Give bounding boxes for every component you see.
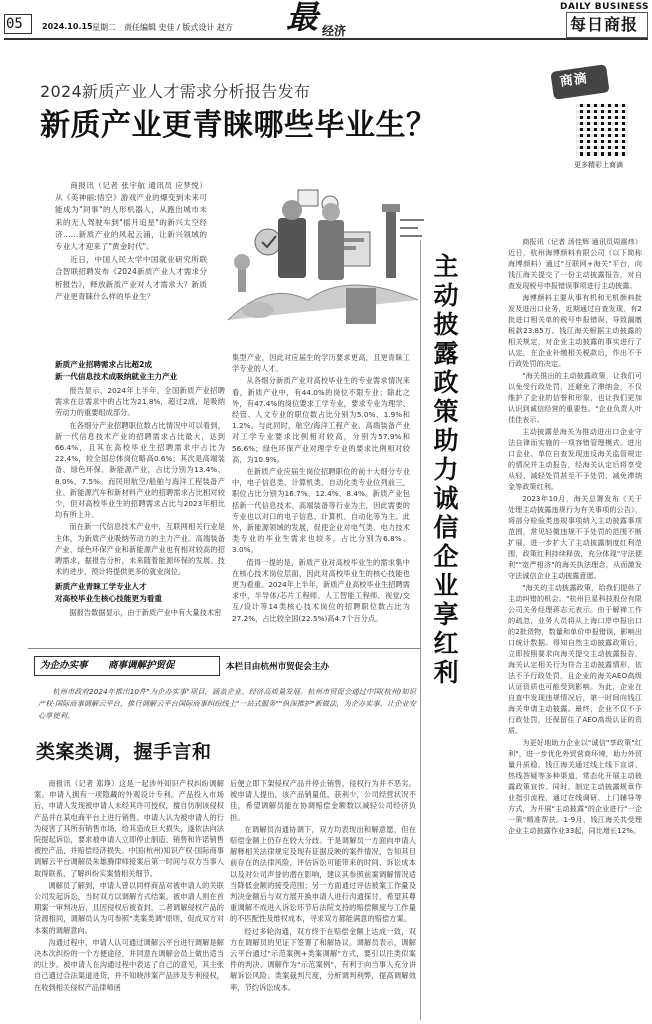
article1-left-p2: 在各细分产业招聘职位数占比情况中可以看到，新一代信息技术产业的招聘需求占比最大，达到66.4%，且其在高校毕业生招聘需求中占比为22.4%，较全国总体岗位略高0.6%；其次是高端装备、绿色环保、新能源产业，占比分别为13.4%、8.0%、7.5%。而民用航空/船舶与海洋工程装备产业、新能源汽车和新材料产业的招聘需求占比相对较少，但对高校毕业生的招聘需求占比与2023年相比均有所上升。: [55, 420, 225, 520]
qr-code-overlay: [576, 104, 628, 156]
column-banner-rule: [28, 648, 420, 649]
article1-left-tail: 据报告数据显示，由于新质产业中有大量技术密: [69, 608, 222, 618]
issue-weekday: 星期二: [92, 23, 116, 32]
article3-p3: "海关推出的主动披露政策，让我们可以免受行政处罚，还避免了滞纳金，不仅维护了企业的信誉和形象，也让我们更加认识到诚信经营的重要性。"企业负责人叶佳佳表示。: [508, 371, 642, 424]
page-number-text: 05: [6, 16, 23, 32]
article1-right-p4: 值得一提的是，新质产业对高校毕业生的需求集中在核心技术岗位层面，因此对高校毕业生的核心技能也更为看重。2024年上半年，新质产业高校毕业生招聘需求中，半导体/芯片工程师、人工智能工程师、视觉/交互/设计等14类核心技术岗位的招聘职位数占比为27.2%，占比较全国(22.5%)高4.7个百分点。: [232, 557, 410, 623]
article2-left-p2: 调解员了解到，申请人曾以同样商品对被申请人的关联公司发起诉讼，当时双方以调解方式结案。被申请人则在首期案一审判决后，且因侵权后被查封。二者调解侵权产品的货源相同，调解员认为可参照"类案类调"原则，促成双方对本案的调解意向。: [34, 880, 224, 935]
masthead-rule: [4, 38, 648, 40]
column-divider-right: [420, 240, 421, 1020]
column-tag: 为企办实事: [40, 660, 88, 671]
section-name: 经济: [322, 24, 347, 38]
shangdi-badge-text: 商滴: [559, 71, 589, 90]
article2-title: 类案类调，握手言和: [36, 741, 212, 763]
article3-vertical-title: 主动披露政策助力诚信企业享红利: [433, 252, 459, 687]
article2-left-p3: 沟通过程中，申请人认可通过调解云平台进行调解是解决本次纠纷的一个方便途径，并同意在调解会员上做出适当的让步。被申请人在沟通过程中表达了自己的意见，其主张自己通过合法渠道进货，并不知晓涉案产品涉及专利侵权，在收到相关侵权产品律师函: [34, 937, 224, 992]
masthead: [0, 0, 652, 40]
article1-left-column: [55, 355, 225, 620]
column-org: 本栏目由杭州市贸促会主办: [226, 662, 330, 672]
article3-p1: 商报讯（记者 汤佳辉 通讯员周震炜）近日，杭州海博颜料有限公司（以下简称海博颜料）通过"互联网+海关"平台，向钱江海关提交了一份主动披露报告，对自查发现税号申报错误事项进行主动披露。: [508, 237, 642, 290]
qr-caption: 更多精彩上商滴: [574, 161, 623, 169]
article1-lead-p1: 商报讯（记者 张宇航 通讯员 应梦悦）从《美神丽:悟空》游戏产业的爆变到未来可能成为"同事"的人形机器人，从跑出城市未来的无人驾驶车到"摇月追星"的新兴太空经济……新质产业的风起云涌，让新兴领域的专业人才迎来了"黄金时代"。: [55, 181, 207, 252]
article1-right-column: [232, 352, 410, 625]
paper-name-en: DAILY BUSINESS: [560, 2, 650, 12]
article3-column: [508, 236, 642, 837]
editor-credit: 责任编辑 史佳 / 版式设计 赵方: [124, 23, 233, 32]
article1-right-p1: 集型产业，因此对应届生的学历要求更高，且更青睐工学专业的人才。: [232, 353, 410, 374]
article1-pretitle: 2024新质产业人才需求分析报告发布: [40, 82, 311, 101]
article3-p6: "海关的主动披露政策，给我们提供了主动纠错的机会。"杭州巨星科技股份有限公司关务经理蒋志元表示。由于解禅工作的疏忽，业务人员将从上海口岸申报出口的2批货物，数量和单价申报错误，影响出口统计数据。得知自然主动披露政策后，立即按照要求向海关提交主动披露报告，海关认定相关行为符合主动披露情形，依法不予行政处罚，且企业的海关AEO高级认证资质也可能受到影响。为此，企业在自查中发现违规情况后，第一时间向钱江海关申请主动披露。最终，企业不仅不予行政处罚，还保留住了AEO高级认证的资质。: [508, 583, 642, 735]
column-intro: 杭州市政府2024年推出10件"为企办实事"项目，涵盖企业、经济高质量发展。杭州市贸促会通过中国(杭州)知识产权·国际商事调解云平台，推行调解云平台国际商事纠纷线上"一站式服务""纵深推护"新做法，为企办实事，让企业安心享便利。: [38, 687, 416, 720]
article3-p5: 2023年10月，海关总署发布《关于处理主动披露违规行为有关事项的公告》，将部分检验类违规事项纳入主动披露事项范围，常见轻微违规不予处罚的范围不断扩展，进一步扩大了主动披露制度红利范围，政策红利持续释放，充分体现"守法便利""宽严相济"的海关执法理念，从而激发守法诚信企业主动披露意愿。: [508, 494, 642, 580]
article1-left-p1: 报告显示，2024年上半年，全国新质产业招聘需求在总需求中的占比为21.8%，超过2成，是吸纳劳动力的重要组成部分。: [55, 386, 225, 418]
article1-subhead-2a: 新质产业青睐工学专业人才: [55, 582, 147, 592]
article2-right-p3: 经过多轮沟通，双方终于在赔偿金额上达成一致，双方在调解员的见证下签署了和解协议。调解员表示，调解云平台通过"示范案例+类案调解"方式，要引以往类似案件的判决、调解作为"示范案例"，有利于向当事人充分讲解诉讼风险、类案裁判尺度，分析调判利弊，提高调解效率，节约诉讼成本。: [230, 926, 416, 992]
paper-name-cn: 每日商报: [570, 15, 639, 34]
article2-left-column: [34, 778, 224, 994]
article1-subhead-1b: 新一代信息技术成吸纳就业主力产业: [55, 371, 178, 381]
column-name: 商事调解护贸促: [108, 660, 175, 671]
article1-lead-p2: 近日，中国人民大学中国就业研究所联合智联招聘发布《2024新质产业人才需求分析报告》，释放新质产业对人才需求大？新质产业更青睐什么样的毕业生？: [55, 255, 207, 301]
section-big-char: 最: [286, 0, 319, 36]
article3-p4: 主动披露是海关为推动进出口企业守法自律而实施的一项容错管理模式。进出口企业、单位自查发现违反海关监管规定的情况并主动报告，经海关认定后将享受从轻、减轻处罚甚至不予处罚、减免滞纳金等政策红利。: [508, 427, 642, 491]
article3-p2: 海博颜料主要从事有机和无机颜料批发及进出口业务，近期通过自查发现，有2批进口相关单的税号申报错误，导致漏缴税款23.85万。钱江海关根据主动披露的相关规定，对企业主动披露的事实进行了认定，在企业补缴相关税款后，作出不予行政处罚的决定。: [508, 293, 642, 368]
article1-right-p3: 在新质产业应届生岗位招聘职位的前十大细分专业中，电子信息类、计算机类、自动化类专业位列前三，职位占比分别为16.7%、12.4%、8.4%。新质产业包括新一代信息技术、高端装备等行业为主，因此需要的专业也以对口的电子信息、计算机、自动化等为主。此外，新能源领域的发展，促使企业对电气类、电力技术类专业的毕业生需求也较多，占比分别为6.8%、3.0%。: [232, 467, 410, 555]
article3-p7: 为更好地助力企业以"诚信"享政策"红利"，进一步优化外贸营商环境，助力外贸量升质稳，钱江海关通过线上线下宣讲、热线答疑等多种渠道，常态化开展主动披露政策宣传。同时，制定主动披露规章作业指引流程，通过在线调研、上门辅导等方式，为开展"主动披露"的企业进行"一企一策"精准帮扶。1-9月，钱江海关共受理企业主动披露作业33起，同比增长12%。: [508, 738, 642, 835]
issue-date: 2024.10.15: [42, 22, 93, 31]
article1-right-p2: 从各细分新质产业对高校毕业生的专业需求情况来看，新质产业中，有44.0%的岗位不限专业；除此之外，有47.4%的岗位要求工学专业，要求专业为理学、经管、人文专业的职位数占比分别为5.0%、1.9%和1.2%。与此同时，航空/海洋工程产业、高端装备产业对工学专业要求比例相对较高，分别为57.9%和56.6%；绿色环保产业对理学专业的要求比例相对较高，为10.9%。: [232, 376, 410, 464]
article1-lead: [55, 180, 207, 304]
article1-title: 新质产业更青睐哪些毕业生？: [40, 108, 437, 143]
talent-illustration: [218, 170, 436, 340]
article2-right-p2: 在调解员沟通协调下，双方均表现出和解意愿，但在赔偿金额上仍存在较大分歧。于是调解员一方面向申请人解释相关法律规定及现有证据反映的案件情况，告知其目前存在的法律风险，评估诉讼可能带来的时间、诉讼成本以及对公司声誉的潜在影响，建议其参照前案调解情况适当降低金额的接受范围；另一方面通过评估被案工作量及判决金额后与双方展开换申请人进行沟通探讨，希望其尊重调解不成进入诉讼环节后法院支持的赔偿额度与工作量的不匹配性及维权成本，寻求双方都能满意的赔偿方案。: [230, 824, 416, 924]
article2-left-p1: 商报讯（记者 郑琤）这是一起涉外知识产权纠纷调解案。申请人拥有一项隐藏的外观设计专利。产品投入市场后，申请人发现被申请人未经其许可授权，擅自仿制该侵权产品并在某电商平台上进行销售。申请人认为被申请人的行为侵害了其所有销售市场，给其造成巨大损失，遂依法向法院提起诉讼，要求被申请人立即停止制造、销售和许诺销售被控产品，并赔偿经济损失。中国(杭州)知识产权·国际商事调解云平台调解员朱雄腾律师接案后第一时间与双方当事人取得联系，了解纠纷实案情相关细节。: [34, 779, 224, 878]
article1-subhead-2b: 对高校毕业生核心技能更为看重: [55, 593, 163, 603]
article1-left-p3: 而在新一代信息技术产业中，互联网相关行业是主体，为新质产业吸纳劳动力的主力产业。高端装备产业、绿色环保产业和新能源产业也有相对较高的招聘需求，据报告分析，未来随着能源环保的发展、技术的进步，预计将提供更多的就业岗位。: [55, 522, 225, 577]
article2-right-p1: 后便立即下架侵权产品并停止销售，侵权行为并不恶劣。被申请人提出，该产品销量低，获利少，公司经营状况不佳，希望调解员能在协调赔偿金额数以减轻公司经济负担。: [230, 779, 416, 822]
article2-right-column: [230, 778, 416, 994]
article1-subhead-1a: 新质产业招聘需求占比超2成: [55, 360, 153, 369]
